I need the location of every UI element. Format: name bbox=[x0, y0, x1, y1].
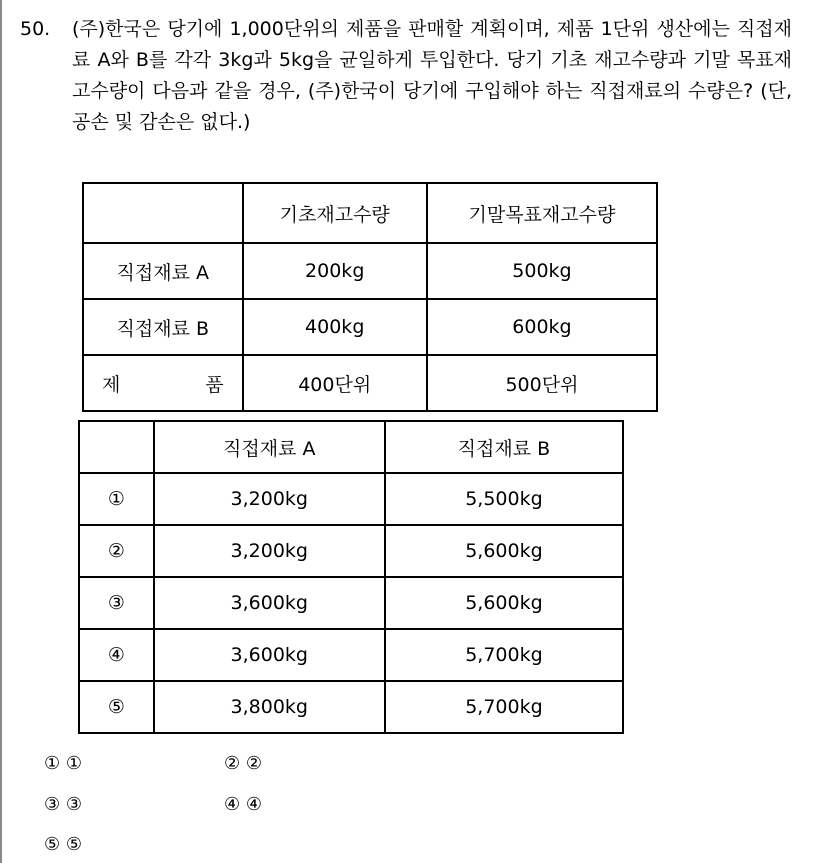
table-cell: 600kg bbox=[427, 299, 657, 355]
table-row bbox=[83, 243, 657, 299]
question-number: 50. bbox=[20, 18, 51, 40]
choice-label: ④ bbox=[245, 794, 263, 815]
header-cell: 기말목표재고수량 bbox=[427, 183, 657, 243]
table-row bbox=[79, 473, 623, 525]
table-cell: 400kg bbox=[243, 299, 427, 355]
choice-3[interactable] bbox=[44, 794, 82, 815]
choice-marker: ① bbox=[44, 753, 61, 774]
table-cell: 3,600kg bbox=[154, 577, 385, 629]
choice-4[interactable] bbox=[224, 794, 262, 815]
header-cell bbox=[83, 183, 243, 243]
table-row bbox=[79, 525, 623, 577]
table-cell: 3,600kg bbox=[154, 629, 385, 681]
table-cell: 200kg bbox=[243, 243, 427, 299]
row-label-part: 품 bbox=[205, 373, 224, 396]
table-header-row bbox=[83, 183, 657, 243]
header-cell: 직접재료 B bbox=[385, 421, 623, 473]
header-cell: 직접재료 A bbox=[154, 421, 385, 473]
table-row bbox=[79, 629, 623, 681]
choice-label: ⑤ bbox=[65, 834, 83, 855]
choice-marker: ③ bbox=[44, 794, 61, 815]
question-text: (주)한국은 당기에 1,000단위의 제품을 판매할 계획이며, 제품 1단위 생산에는 직접재료 A와 B를 각각 3kg과 5kg을 균일하게 투입한다. 당기 기초 재고수량과 기말 목표재고수량이 다음과 같을 경우, (주)한국이 당기에 구입해야 하는 직접재료의 수량은? (단, 공손 및 감손은 없다.) bbox=[72, 18, 792, 133]
option-marker: ④ bbox=[79, 629, 154, 681]
table-cell: 500kg bbox=[427, 243, 657, 299]
table-cell: 400단위 bbox=[243, 355, 427, 411]
option-marker: ② bbox=[79, 525, 154, 577]
choice-2[interactable] bbox=[224, 753, 262, 774]
table-cell: 5,700kg bbox=[385, 629, 623, 681]
table-cell: 5,600kg bbox=[385, 525, 623, 577]
option-marker: ⑤ bbox=[79, 681, 154, 733]
option-marker: ① bbox=[79, 473, 154, 525]
table-cell: 3,800kg bbox=[154, 681, 385, 733]
table-cell: 5,600kg bbox=[385, 577, 623, 629]
choice-1[interactable] bbox=[44, 753, 82, 774]
choice-label: ③ bbox=[65, 794, 83, 815]
page-border bbox=[0, 0, 2, 863]
choice-label: ② bbox=[245, 753, 263, 774]
table-row bbox=[83, 355, 657, 411]
table-cell: 5,500kg bbox=[385, 473, 623, 525]
question bbox=[20, 14, 800, 133]
table-row bbox=[79, 577, 623, 629]
row-label bbox=[83, 355, 243, 411]
table-cell: 5,700kg bbox=[385, 681, 623, 733]
header-cell: 기초재고수량 bbox=[243, 183, 427, 243]
table-cell: 3,200kg bbox=[154, 473, 385, 525]
choice-5[interactable] bbox=[44, 834, 82, 855]
table-cell: 3,200kg bbox=[154, 525, 385, 577]
table-cell: 500단위 bbox=[427, 355, 657, 411]
inventory-table bbox=[82, 182, 658, 412]
row-label: 직접재료 A bbox=[83, 243, 243, 299]
choice-label: ① bbox=[65, 753, 83, 774]
header-cell bbox=[79, 421, 154, 473]
row-label: 직접재료 B bbox=[83, 299, 243, 355]
table-row bbox=[83, 299, 657, 355]
choice-marker: ② bbox=[224, 753, 241, 774]
choice-marker: ④ bbox=[224, 794, 241, 815]
answer-table bbox=[78, 420, 624, 734]
table-header-row bbox=[79, 421, 623, 473]
row-label-part: 제 bbox=[102, 373, 121, 396]
table-row bbox=[79, 681, 623, 733]
option-marker: ③ bbox=[79, 577, 154, 629]
choice-marker: ⑤ bbox=[44, 834, 61, 855]
